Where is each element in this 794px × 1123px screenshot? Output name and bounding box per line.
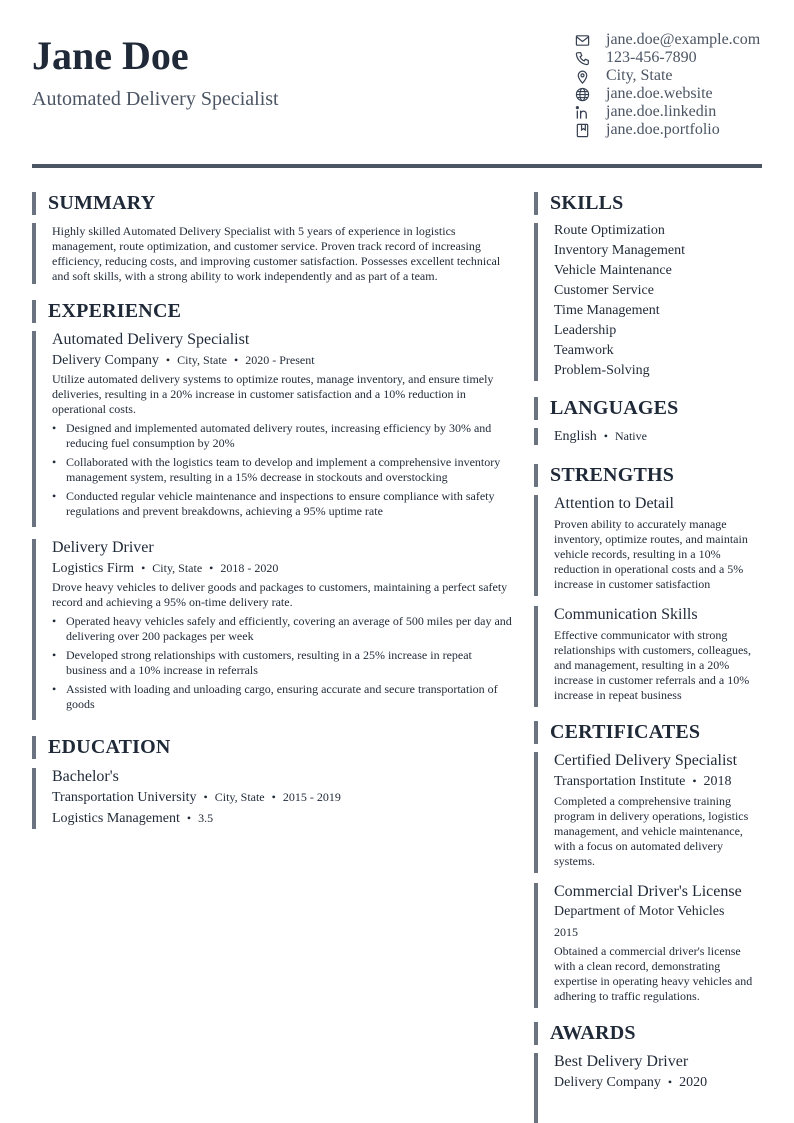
job-bullets: [52, 421, 512, 519]
strength-description: Proven ability to accurately manage inventory, optimize routes, and maintain vehicle records, resulting in a 10% reduction in operational costs and a 5% increase in customer satisfaction: [554, 517, 748, 591]
job-dates: 2018 - 2020: [220, 561, 279, 575]
school-name: Transportation University: [52, 790, 197, 805]
job-title: Automated Delivery Specialist: [52, 331, 250, 348]
certificate-year: 2018: [703, 774, 732, 789]
header-divider: [32, 164, 762, 168]
job-location: City, State: [152, 561, 203, 575]
left-column: [32, 192, 512, 829]
strength-title: Communication Skills: [554, 606, 698, 623]
field-of-study: Logistics Management: [52, 811, 180, 826]
award-year: 2020: [679, 1075, 708, 1090]
education-dates: 2015 - 2019: [282, 790, 341, 804]
email-icon: [574, 32, 590, 48]
list-item: • Designed and implemented automated delivery routes, increasing efficiency by 30% and reducing fuel consumption by 20%: [52, 421, 512, 451]
contact-phone-text[interactable]: 123-456-7890: [606, 49, 697, 66]
contact-portfolio[interactable]: [574, 121, 762, 139]
list-item: • Collaborated with the logistics team to develop and implement a comprehensive inventory management system, resulting in a 15% decrease in stockouts and overstocking: [52, 455, 512, 485]
education-heading: EDUCATION: [32, 736, 512, 759]
education-field-row: Logistics Management • 3.5: [52, 811, 214, 826]
education-entry: [32, 768, 512, 829]
education-meta: Transportation University • City, State • 2015 - 2019: [52, 790, 341, 805]
job-description: Drove heavy vehicles to deliver goods and packages to customers, maintaining a perfect safety record and achieving a 95% on-time delivery rate.: [52, 580, 508, 609]
contact-portfolio-text[interactable]: jane.doe.portfolio: [606, 121, 720, 138]
job-dates: 2020 - Present: [245, 353, 315, 367]
linkedin-icon: [574, 104, 590, 120]
certificate-entry: [534, 752, 762, 873]
skills-section: [534, 223, 762, 381]
experience-entry: [32, 539, 512, 720]
job-company: Delivery Company: [52, 353, 159, 368]
list-item: • Conducted regular vehicle maintenance and inspections to ensure compliance with safety regulations and prevent breakdowns, achieving a 95% uptime rate: [52, 489, 512, 519]
contact-phone[interactable]: [574, 49, 762, 67]
contact-location-text: City, State: [606, 67, 673, 84]
resume-header: [32, 0, 762, 168]
certificate-title: Commercial Driver's License: [554, 883, 742, 900]
location-icon: [574, 68, 590, 84]
degree: Bachelor's: [52, 768, 119, 785]
list-item: • Developed strong relationships with customers, resulting in a 25% increase in repeat business and a 10% increase in referrals: [52, 648, 512, 678]
certificate-issuer: Department of Motor Vehicles: [554, 904, 725, 919]
job-location: City, State: [177, 353, 228, 367]
certificate-title: Certified Delivery Specialist: [554, 752, 738, 769]
summary-text: Highly skilled Automated Delivery Specialist with 5 years of experience in logistics management, route optimization, and customer service. Proven track record of increasing efficiency, reducing costs, and improving customer satisfaction. Possesses excellent technical and soft skills, with a strong ability to work independently and as part of a team.: [52, 224, 501, 283]
bookmark-icon: [574, 122, 590, 138]
list-item: • Assisted with loading and unloading cargo, ensuring accurate and secure transportation of goods: [52, 682, 512, 712]
summary-heading: SUMMARY: [32, 192, 512, 215]
contact-website-text[interactable]: jane.doe.website: [606, 85, 713, 102]
job-description: Utilize automated delivery systems to optimize routes, manage inventory, and ensure timely deliveries, resulting in a 20% increase in customer satisfaction and a 10% reduction in operational costs.: [52, 372, 494, 416]
experience-heading: EXPERIENCE: [32, 300, 512, 323]
contact-location: [574, 67, 762, 85]
right-column: [534, 192, 762, 1123]
languages-section: [534, 428, 762, 445]
award-issuer: Delivery Company: [554, 1075, 661, 1090]
gpa: 3.5: [198, 811, 214, 825]
phone-icon: [574, 50, 590, 66]
award-title: Best Delivery Driver: [554, 1053, 689, 1070]
strength-entry: [534, 495, 762, 596]
skill-item: Leadership: [554, 323, 617, 338]
award-meta: Delivery Company • 2020: [554, 1075, 708, 1090]
contact-email[interactable]: [574, 31, 762, 49]
school-location: City, State: [214, 790, 265, 804]
contact-list: [574, 31, 762, 139]
job-meta: Logistics Firm • City, State • 2018 - 2020: [52, 561, 279, 576]
awards-heading: AWARDS: [534, 1022, 762, 1045]
skill-item: Inventory Management: [554, 243, 686, 258]
contact-linkedin[interactable]: [574, 103, 762, 121]
skill-item: Teamwork: [554, 343, 614, 358]
certificates-heading: CERTIFICATES: [534, 721, 762, 744]
job-title: Delivery Driver: [52, 539, 154, 556]
globe-icon: [574, 86, 590, 102]
candidate-name: Jane Doe: [32, 33, 189, 78]
skill-item: Route Optimization: [554, 223, 665, 238]
strength-title: Attention to Detail: [554, 495, 674, 512]
skill-item: Customer Service: [554, 283, 654, 298]
skill-item: Vehicle Maintenance: [554, 263, 672, 278]
certificate-year: 2015: [554, 925, 578, 939]
language-name: English: [554, 429, 597, 444]
experience-entry: [32, 331, 512, 527]
strength-entry: [534, 606, 762, 707]
certificate-issuer: Transportation Institute: [554, 774, 686, 789]
award-entry: [534, 1053, 762, 1123]
job-bullets: [52, 614, 512, 712]
candidate-title: Automated Delivery Specialist: [32, 88, 279, 110]
job-meta: Delivery Company • City, State • 2020 - Present: [52, 353, 315, 368]
contact-linkedin-text[interactable]: jane.doe.linkedin: [606, 103, 717, 120]
strengths-heading: STRENGTHS: [534, 464, 762, 487]
language-row: English • Native: [554, 429, 647, 444]
list-item: • Operated heavy vehicles safely and efficiently, covering an average of 500 miles per day and delivering over 200 packages per week: [52, 614, 512, 644]
certificate-description: Obtained a commercial driver's license with a clean record, demonstrating expertise in operating heavy vehicles and adhering to traffic regulations.: [554, 944, 753, 1003]
skill-item: Problem-Solving: [554, 363, 650, 378]
certificate-entry: [534, 883, 762, 1008]
skills-heading: SKILLS: [534, 192, 762, 215]
strength-description: Effective communicator with strong relationships with customers, colleagues, and management, resulting in a 20% increase in customer referrals and a 10% increase in repeat business: [554, 628, 751, 702]
contact-website[interactable]: [574, 85, 762, 103]
summary-section: [32, 223, 512, 284]
contact-email-text[interactable]: jane.doe@example.com: [606, 31, 761, 48]
certificate-meta: Transportation Institute • 2018: [554, 774, 732, 789]
skill-item: Time Management: [554, 303, 660, 318]
languages-heading: LANGUAGES: [534, 397, 762, 420]
job-company: Logistics Firm: [52, 561, 135, 576]
certificate-description: Completed a comprehensive training program in delivery operations, logistics management, and vehicle maintenance, with a focus on automated delivery systems.: [554, 794, 749, 868]
language-level: Native: [614, 429, 647, 443]
